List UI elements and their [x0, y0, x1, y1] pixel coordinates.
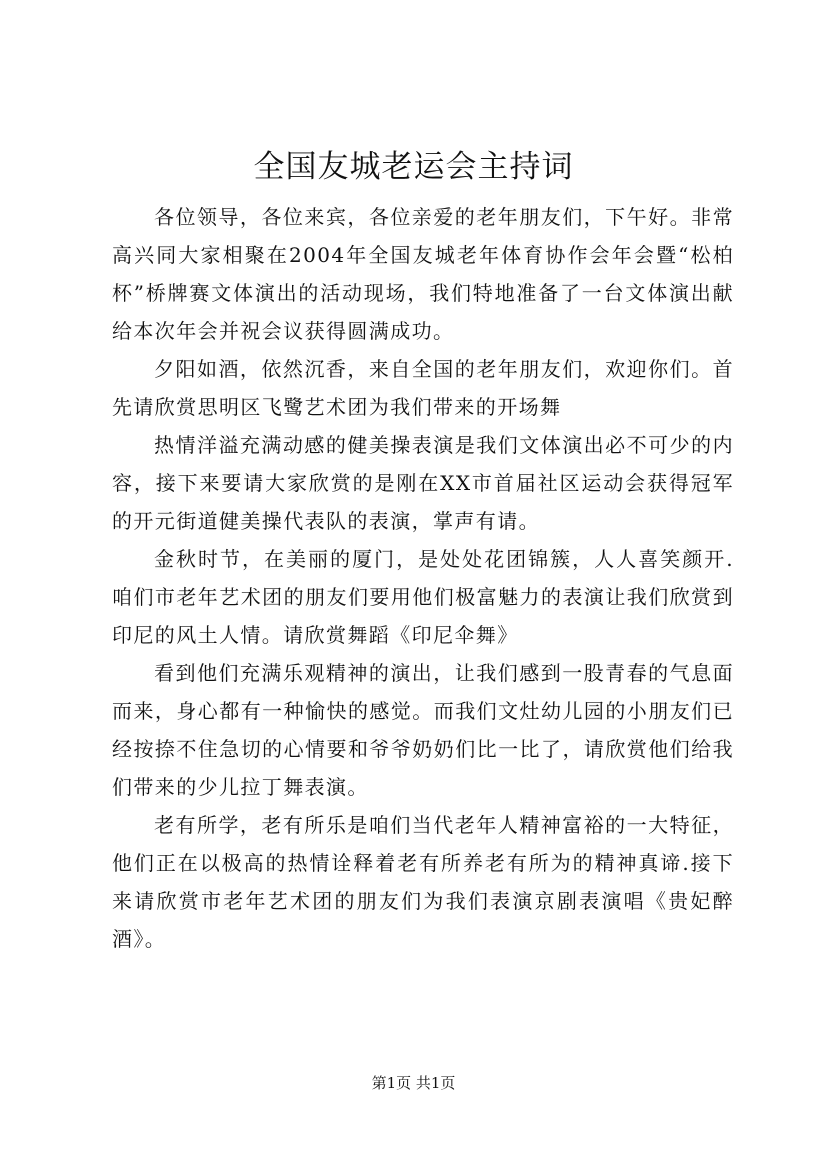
- document-body: [112, 198, 734, 958]
- paragraph: 夕阳如酒，依然沉香，来自全国的老年朋友们，欢迎你们。首先请欣赏思明区飞鹭艺术团为我们带来的开场舞: [112, 357, 734, 419]
- paragraph: 金秋时节，在美丽的厦门，是处处花团锦簇，人人喜笑颜开.咱们市老年艺术团的朋友们要用他们极富魅力的表演让我们欣赏到印尼的风土人情。请欣赏舞蹈《印尼伞舞》: [112, 547, 734, 647]
- paragraph: 热情洋溢充满动感的健美操表演是我们文体演出必不可少的内容，接下来要请大家欣赏的是刚在XX市首届社区运动会获得冠军的开元街道健美操代表队的表演，掌声有请。: [112, 433, 734, 533]
- page-footer: 第1页 共1页: [371, 1074, 456, 1092]
- paragraph: 老有所学，老有所乐是咱们当代老年人精神富裕的一大特征，他们正在以极高的热情诠释着老有所养老有所为的精神真谛.接下来请欣赏市老年艺术团的朋友们为我们表演京剧表演唱《贵妃醉酒》。: [112, 813, 734, 951]
- document-title: 全国友城老运会主持词: [253, 149, 574, 185]
- paragraph: 看到他们充满乐观精神的演出，让我们感到一股青春的气息面而来，身心都有一种愉快的感觉。而我们文灶幼儿园的小朋友们已经按捺不住急切的心情要和爷爷奶奶们比一比了，请欣赏他们给我们带来的少儿拉丁舞表演。: [112, 661, 734, 799]
- paragraph: 各位领导，各位来宾，各位亲爱的老年朋友们，下午好。非常高兴同大家相聚在2004年全国友城老年体育协作会年会暨“松柏杯”桥牌赛文体演出的活动现场，我们特地准备了一台文体演出献给本次年会并祝会议获得圆满成功。: [112, 205, 734, 343]
